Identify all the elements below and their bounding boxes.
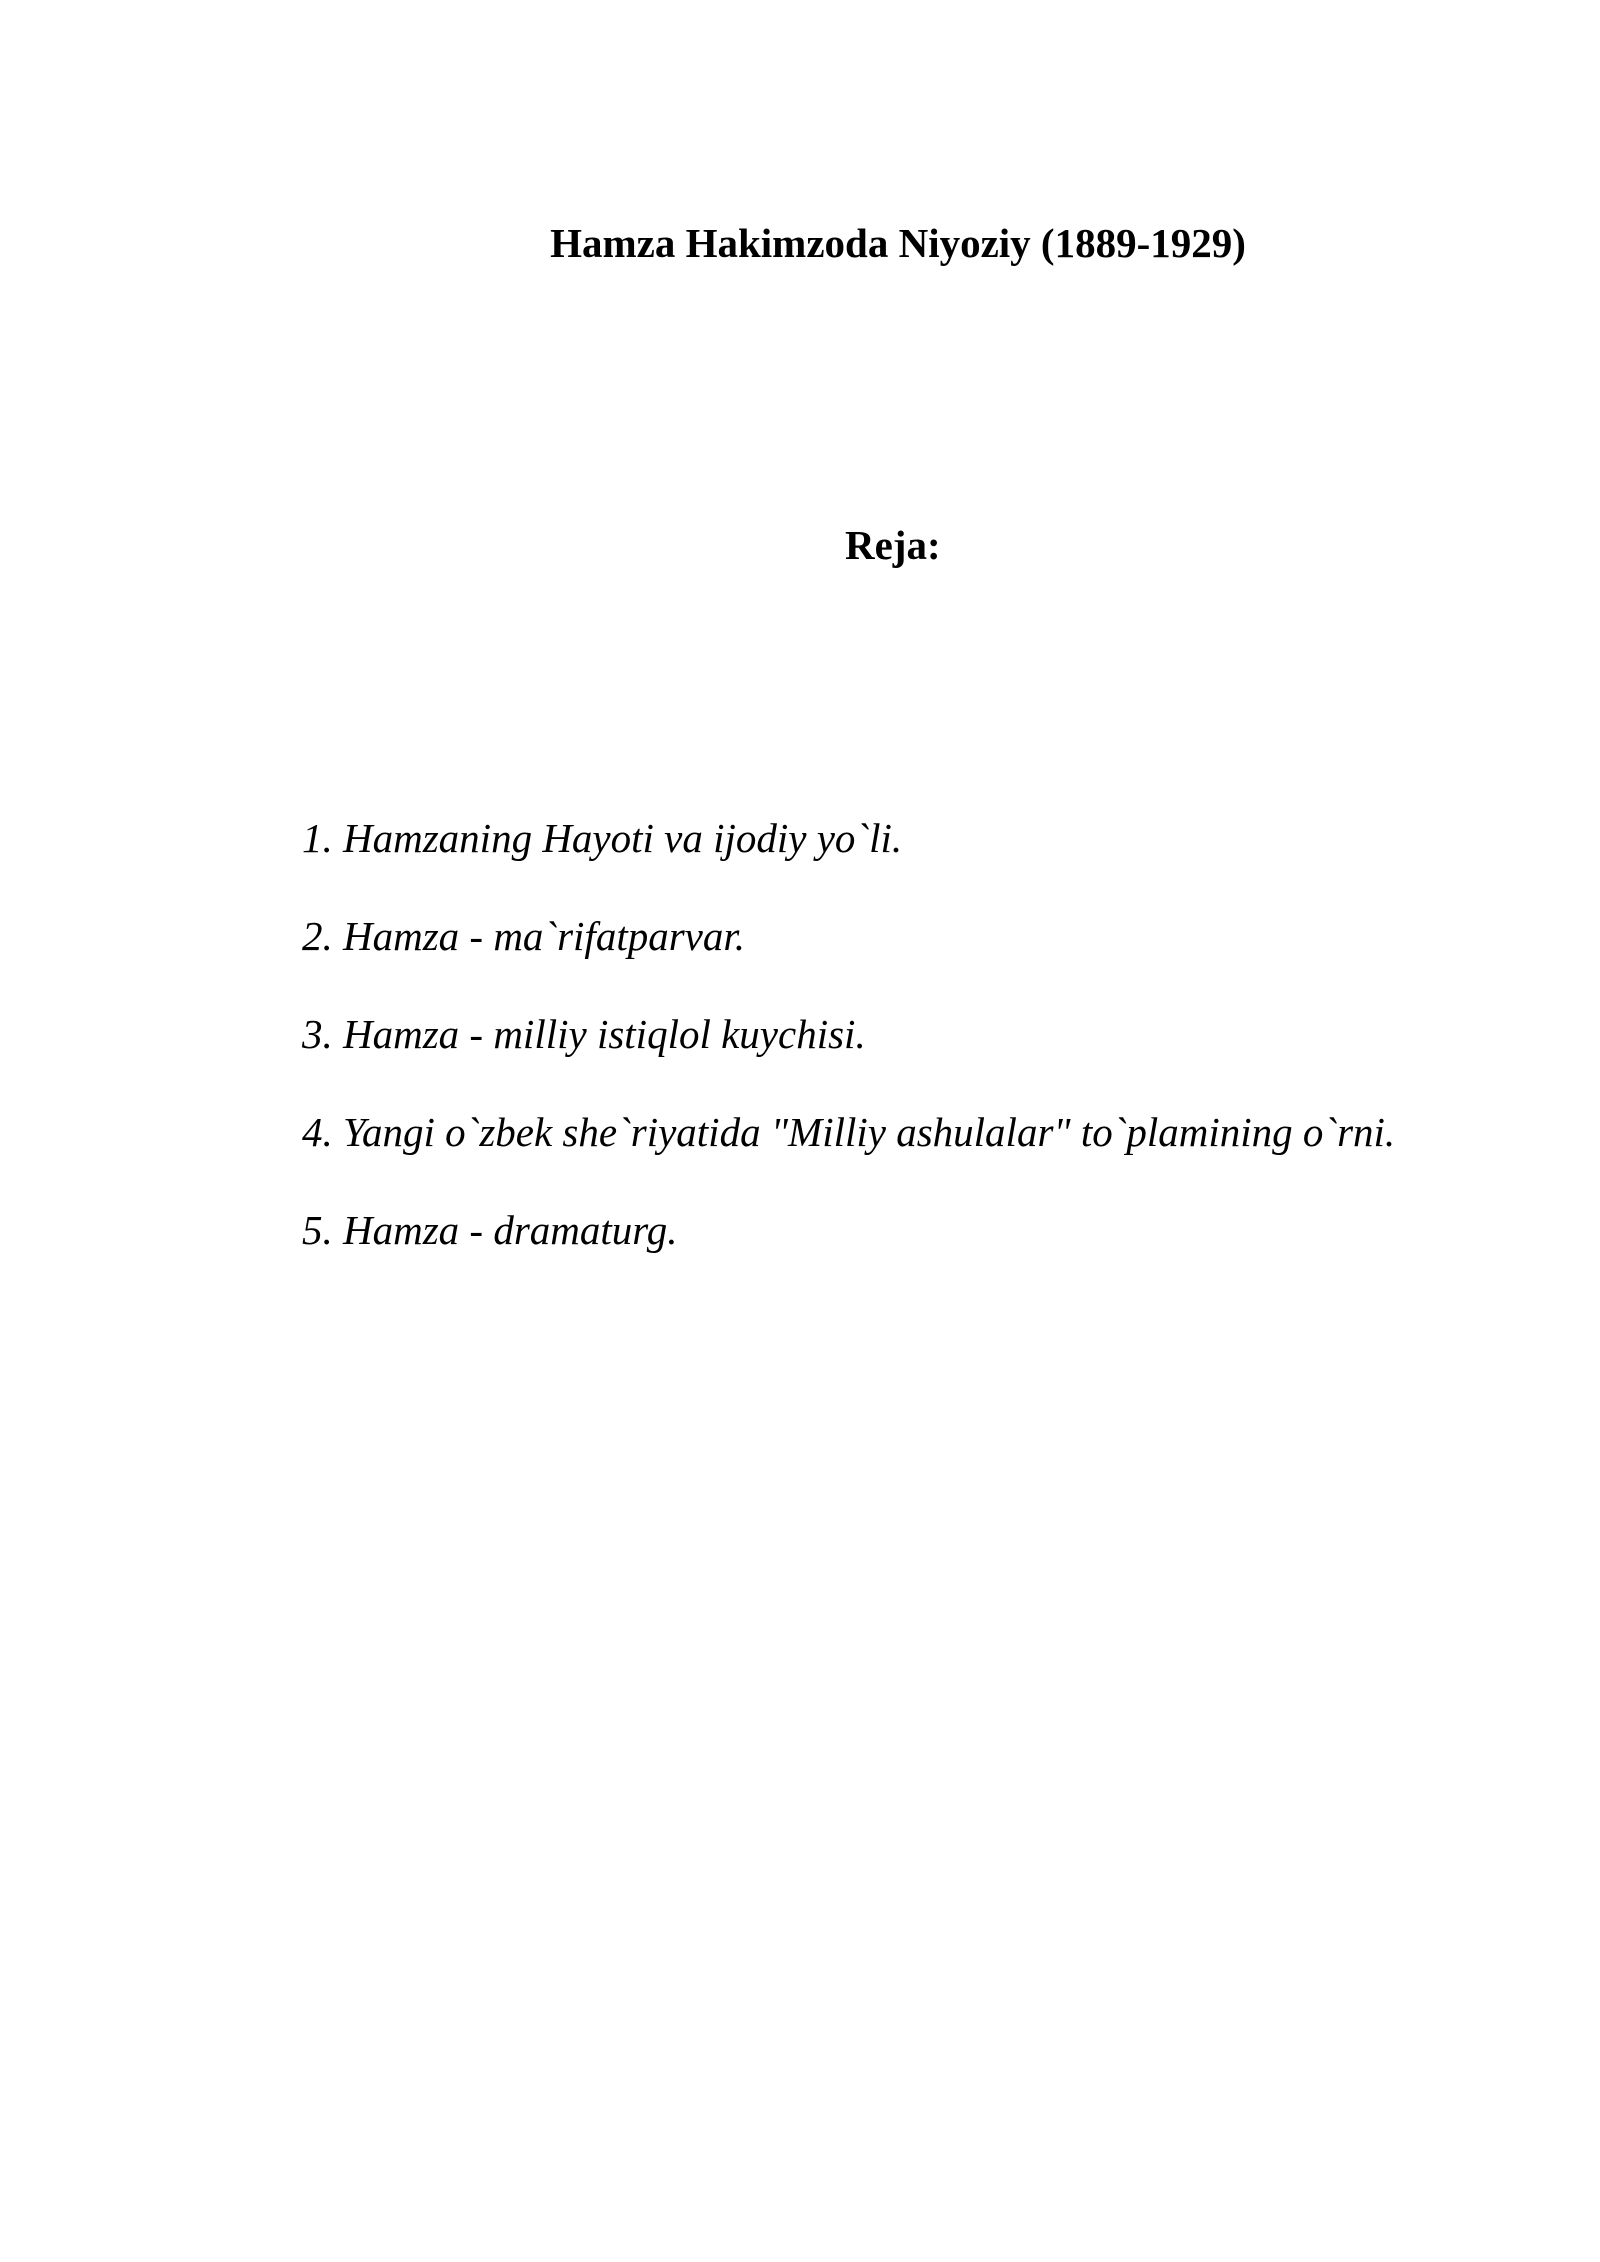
document-title: Hamza Hakimzoda Niyoziy (1889-1929): [550, 220, 1246, 266]
plan-item-3: 3. Hamza - milliy istiqlol kuychisi.: [302, 1011, 866, 1057]
plan-item-1: 1. Hamzaning Hayoti va ijodiy yo`li.: [302, 815, 903, 861]
plan-item-4: 4. Yangi o`zbek she`riyatida "Milliy ashulalar" to`plamining o`rni.: [302, 1109, 1396, 1155]
plan-heading: Reja:: [845, 522, 941, 568]
plan-item-2: 2. Hamza - ma`rifatparvar.: [302, 913, 746, 959]
plan-list: [302, 813, 1395, 1303]
plan-item-5: 5. Hamza - dramaturg.: [302, 1207, 678, 1253]
